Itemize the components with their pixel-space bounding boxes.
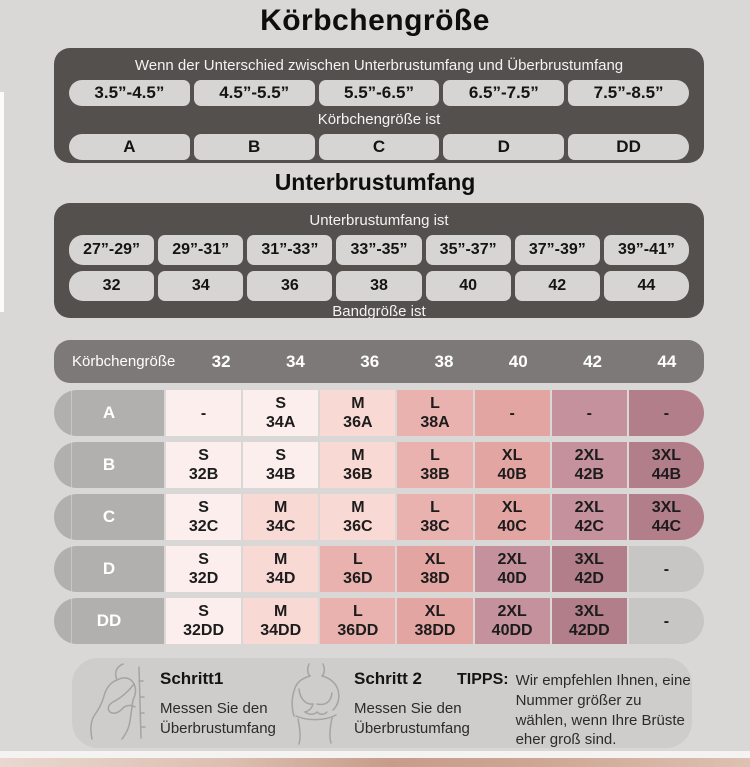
cell-size: XL xyxy=(424,551,446,568)
size-cell xyxy=(397,442,472,488)
step-1 xyxy=(160,669,286,740)
measuring-instructions-panel xyxy=(72,658,692,748)
cell-size: M xyxy=(351,395,365,412)
cell-code: 36DD xyxy=(337,622,379,639)
cell-size: L xyxy=(352,551,363,568)
underbust-range-pill: 37”-39” xyxy=(515,235,600,265)
cell-code: 42C xyxy=(574,518,604,535)
cell-size: XL xyxy=(424,603,446,620)
row-label: D xyxy=(54,546,164,592)
size-cell xyxy=(552,442,627,488)
size-cell xyxy=(320,494,395,540)
cell-code: 40C xyxy=(497,518,527,535)
cup-pill: B xyxy=(194,134,315,160)
matrix-corner-label: Körbchengröße xyxy=(72,353,176,370)
diff-range-pill: 6.5”-7.5” xyxy=(443,80,564,106)
cell-size: M xyxy=(274,499,288,516)
cell-code: 40DD xyxy=(491,622,533,639)
size-cell xyxy=(320,442,395,488)
size-cell xyxy=(397,546,472,592)
column-header: 42 xyxy=(583,351,602,371)
cell-code: 34D xyxy=(266,570,296,587)
step-2-title: Schritt 2 xyxy=(354,669,423,688)
cell-size: 3XL xyxy=(651,447,682,464)
row-label: B xyxy=(54,442,164,488)
product-photo-edge xyxy=(0,758,750,767)
diff-range-pill: 4.5”-5.5” xyxy=(194,80,315,106)
cell-size: - xyxy=(200,404,207,422)
size-cell xyxy=(397,598,472,644)
cell-code: 34C xyxy=(266,518,296,535)
bottom-divider-strip xyxy=(0,751,750,758)
cell-size: - xyxy=(586,404,592,422)
column-header: 34 xyxy=(285,351,305,371)
column-header: 38 xyxy=(434,351,454,371)
band-size-panel xyxy=(54,203,704,318)
column-header: 32 xyxy=(211,351,231,371)
size-cell xyxy=(475,598,550,644)
diff-range-pill: 5.5”-6.5” xyxy=(319,80,440,106)
diff-range-pill: 7.5”-8.5” xyxy=(568,80,689,106)
cell-code: 42D xyxy=(574,570,604,587)
cell-size: L xyxy=(430,395,440,412)
underbust-range-pill: 39”-41” xyxy=(604,235,689,265)
cell-size: M xyxy=(351,499,365,516)
size-cell xyxy=(243,442,318,488)
cell-code: 40D xyxy=(497,570,527,587)
underbust-range-pill: 29”-31” xyxy=(158,235,243,265)
cell-code: 42B xyxy=(574,466,604,483)
cell-size: S xyxy=(198,499,209,516)
cell-size: L xyxy=(430,447,440,464)
cell-size: S xyxy=(275,447,287,464)
cell-size: 2XL xyxy=(574,499,604,516)
cell-size: - xyxy=(509,404,515,422)
size-cell xyxy=(166,494,241,540)
cell-size: 3XL xyxy=(651,499,682,516)
cell-size: S xyxy=(198,603,209,620)
band-pill: 42 xyxy=(515,271,600,301)
cell-code: 40B xyxy=(497,466,527,483)
step-1-text: Messen Sie den Überbrustumfang xyxy=(160,700,276,738)
cell-code: 32D xyxy=(188,570,219,587)
size-cell xyxy=(243,546,318,592)
size-cell xyxy=(320,546,395,592)
cell-size: XL xyxy=(501,447,523,464)
cell-size: L xyxy=(430,499,440,516)
band-number-row xyxy=(69,271,689,301)
cell-size: XL xyxy=(501,499,523,516)
band-pill: 38 xyxy=(336,271,421,301)
size-cell xyxy=(243,390,318,436)
cell-code: 36A xyxy=(343,414,373,431)
table-row xyxy=(54,598,704,644)
cell-size: 3XL xyxy=(574,551,604,568)
cell-code: 36C xyxy=(343,518,373,535)
page-edge-sliver xyxy=(0,92,4,312)
band-pill: 32 xyxy=(69,271,154,301)
size-cell xyxy=(475,494,550,540)
row-label: C xyxy=(54,494,164,540)
cell-size: M xyxy=(274,603,288,620)
cup-pill: DD xyxy=(568,134,689,160)
row-label: A xyxy=(54,390,164,436)
underbust-range-pill: 35”-37” xyxy=(426,235,511,265)
size-cell xyxy=(166,390,241,436)
tipps-text: Wir empfehlen Ihnen, eine Nummer größer zu wählen, wenn Ihre Brüste eher groß sind. xyxy=(515,672,691,749)
cell-code: 44B xyxy=(651,466,682,483)
row-label: DD xyxy=(54,598,164,644)
cell-size: - xyxy=(663,612,670,630)
cup-result-label: Körbchengröße ist xyxy=(317,111,441,128)
size-cell xyxy=(629,390,704,436)
cup-pill: A xyxy=(69,134,190,160)
size-cell xyxy=(475,390,550,436)
size-cell xyxy=(397,390,472,436)
step-2-text: Messen Sie den Überbrustumfang xyxy=(354,700,470,738)
cell-size: - xyxy=(663,560,670,578)
tipps-label: TIPPS: xyxy=(457,671,509,688)
cup-pill: D xyxy=(443,134,564,160)
cell-size: M xyxy=(351,447,365,464)
size-cell xyxy=(475,442,550,488)
cell-code: 32DD xyxy=(183,622,225,639)
cell-size: 2XL xyxy=(497,551,527,568)
cell-code: 34B xyxy=(266,466,296,483)
table-row xyxy=(54,546,704,592)
cell-code: 36D xyxy=(343,570,373,587)
cell-code: 42DD xyxy=(568,622,610,639)
size-cell xyxy=(552,546,627,592)
cell-code: 34DD xyxy=(260,622,302,639)
size-cell xyxy=(166,442,241,488)
cell-code: 44C xyxy=(651,518,682,535)
size-cell xyxy=(629,598,704,644)
tipps-block xyxy=(457,671,692,750)
cell-code: 38B xyxy=(420,466,450,483)
cup-pill: C xyxy=(319,134,440,160)
band-result-label: Bandgröße ist xyxy=(332,303,426,318)
cell-code: 38DD xyxy=(414,622,456,639)
size-cell xyxy=(552,598,627,644)
cell-code: 36B xyxy=(343,466,373,483)
cell-code: 32B xyxy=(188,466,219,483)
size-cell xyxy=(629,442,704,488)
cell-code: 38C xyxy=(420,518,450,535)
cell-code: 38A xyxy=(420,414,450,431)
size-matrix-header-row xyxy=(54,340,704,383)
size-cell xyxy=(243,494,318,540)
table-row xyxy=(54,494,704,540)
size-cell xyxy=(552,390,627,436)
measure-underbust-figure-icon xyxy=(278,661,352,745)
measure-overbust-figure-icon xyxy=(82,661,156,745)
cell-size: S xyxy=(275,395,287,412)
size-cell xyxy=(397,494,472,540)
column-header: 40 xyxy=(508,351,528,371)
underbust-range-pill: 27”-29” xyxy=(69,235,154,265)
page-title: Körbchengröße xyxy=(260,4,490,37)
cell-size: M xyxy=(274,551,288,568)
size-cell xyxy=(629,546,704,592)
cell-size: S xyxy=(198,447,209,464)
size-cell xyxy=(320,390,395,436)
band-pill: 34 xyxy=(158,271,243,301)
underbust-range-pill: 31”-33” xyxy=(247,235,332,265)
diff-range-pill: 3.5”-4.5” xyxy=(69,80,190,106)
table-row xyxy=(54,390,704,436)
size-cell xyxy=(320,598,395,644)
column-header: 36 xyxy=(360,351,380,371)
underbust-range-pill: 33”-35” xyxy=(336,235,421,265)
cell-size: L xyxy=(352,603,363,620)
size-cell xyxy=(552,494,627,540)
band-pill: 36 xyxy=(247,271,332,301)
underbust-range-row xyxy=(69,235,689,265)
size-cell xyxy=(475,546,550,592)
size-cell xyxy=(243,598,318,644)
diff-range-row xyxy=(69,80,689,106)
size-cell xyxy=(166,546,241,592)
cell-size: - xyxy=(663,404,670,422)
size-matrix-table xyxy=(54,340,704,644)
step-1-title: Schritt1 xyxy=(160,669,224,688)
cell-code: 34A xyxy=(266,414,296,431)
cup-size-panel xyxy=(54,48,704,163)
section-title-underbust: Unterbrustumfang xyxy=(274,169,476,195)
cell-size: 2XL xyxy=(497,603,527,620)
cup-panel-header: Wenn der Unterschied zwischen Unterbrustumfang und Überbrustumfang xyxy=(134,57,624,74)
cell-size: S xyxy=(198,551,209,568)
cell-code: 32C xyxy=(188,518,219,535)
cell-size: 2XL xyxy=(574,447,604,464)
band-pill: 44 xyxy=(604,271,689,301)
cup-letter-row xyxy=(69,134,689,160)
band-panel-header: Unterbrustumfang ist xyxy=(309,212,449,229)
cell-size: 3XL xyxy=(574,603,604,620)
band-pill: 40 xyxy=(426,271,511,301)
size-cell xyxy=(629,494,704,540)
table-row xyxy=(54,442,704,488)
column-header: 44 xyxy=(657,351,677,371)
cell-code: 38D xyxy=(420,570,450,587)
size-cell xyxy=(166,598,241,644)
